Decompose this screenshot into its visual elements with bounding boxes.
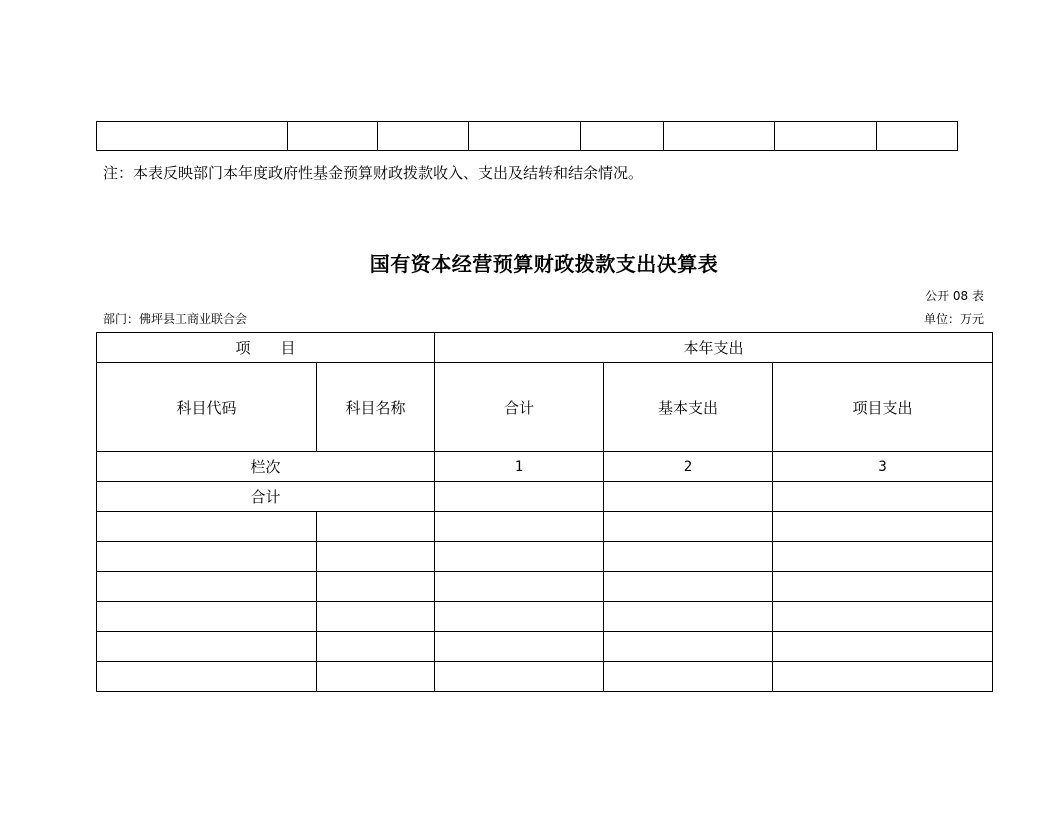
table-subheader-row [97,363,993,452]
table-cell [435,602,604,632]
table-row [97,662,993,692]
table-cell [317,542,435,572]
table-total-row [97,482,993,512]
col-subject-code: 科目代码 [97,363,317,452]
table-cell [97,632,317,662]
previous-table-row [96,121,958,151]
department-label: 部门：佛坪县工商业联合会 [103,312,248,326]
table-cell [435,662,604,692]
table-cell [317,662,435,692]
table-cell [773,662,993,692]
table-row [97,542,993,572]
table-cell [97,662,317,692]
table-cell [317,572,435,602]
col-subject-name: 科目名称 [317,363,435,452]
table-cell [604,542,773,572]
table-cell [317,632,435,662]
col-project-expenditure: 项目支出 [773,363,993,452]
table-cell [435,632,604,662]
form-code: 公开 08 表 [925,289,984,303]
table-cell [773,572,993,602]
table-index-row [97,452,993,482]
table-row [97,512,993,542]
table-cell [580,122,663,151]
index-2: 2 [604,452,773,482]
table-cell [604,602,773,632]
table-cell [435,542,604,572]
table-cell [317,602,435,632]
table-cell [378,122,469,151]
table-cell [773,512,993,542]
table-cell [435,482,604,512]
row-index-label: 栏次 [97,452,435,482]
table-row [97,632,993,662]
table-cell [435,512,604,542]
table-row [97,572,993,602]
page-title: 国有资本经营预算财政拨款支出决算表 [369,252,719,276]
table-cell [877,122,958,151]
header-current-year: 本年支出 [435,333,993,363]
table-cell [97,542,317,572]
table-cell [97,602,317,632]
table-header-row [97,333,993,363]
table-cell [435,572,604,602]
table-cell [604,662,773,692]
table-cell [604,482,773,512]
table-row [97,602,993,632]
col-total: 合计 [435,363,604,452]
table-cell [604,512,773,542]
table-cell [604,632,773,662]
unit-label: 单位：万元 [923,312,984,326]
index-3: 3 [773,452,993,482]
table-cell [773,482,993,512]
table-cell [317,512,435,542]
table-cell [97,122,288,151]
table-cell [287,122,378,151]
expenditure-table [96,332,993,692]
header-item: 项 目 [97,333,435,363]
table-cell [775,122,877,151]
table-cell [773,602,993,632]
table-cell [773,632,993,662]
table-cell [604,572,773,602]
col-basic-expenditure: 基本支出 [604,363,773,452]
table-cell [97,572,317,602]
table-cell [97,512,317,542]
index-1: 1 [435,452,604,482]
row-total-label: 合计 [97,482,435,512]
table-cell [773,542,993,572]
table-note: 注：本表反映部门本年度政府性基金预算财政拨款收入、支出及结转和结余情况。 [103,164,644,182]
table-cell [663,122,775,151]
table-cell [469,122,581,151]
